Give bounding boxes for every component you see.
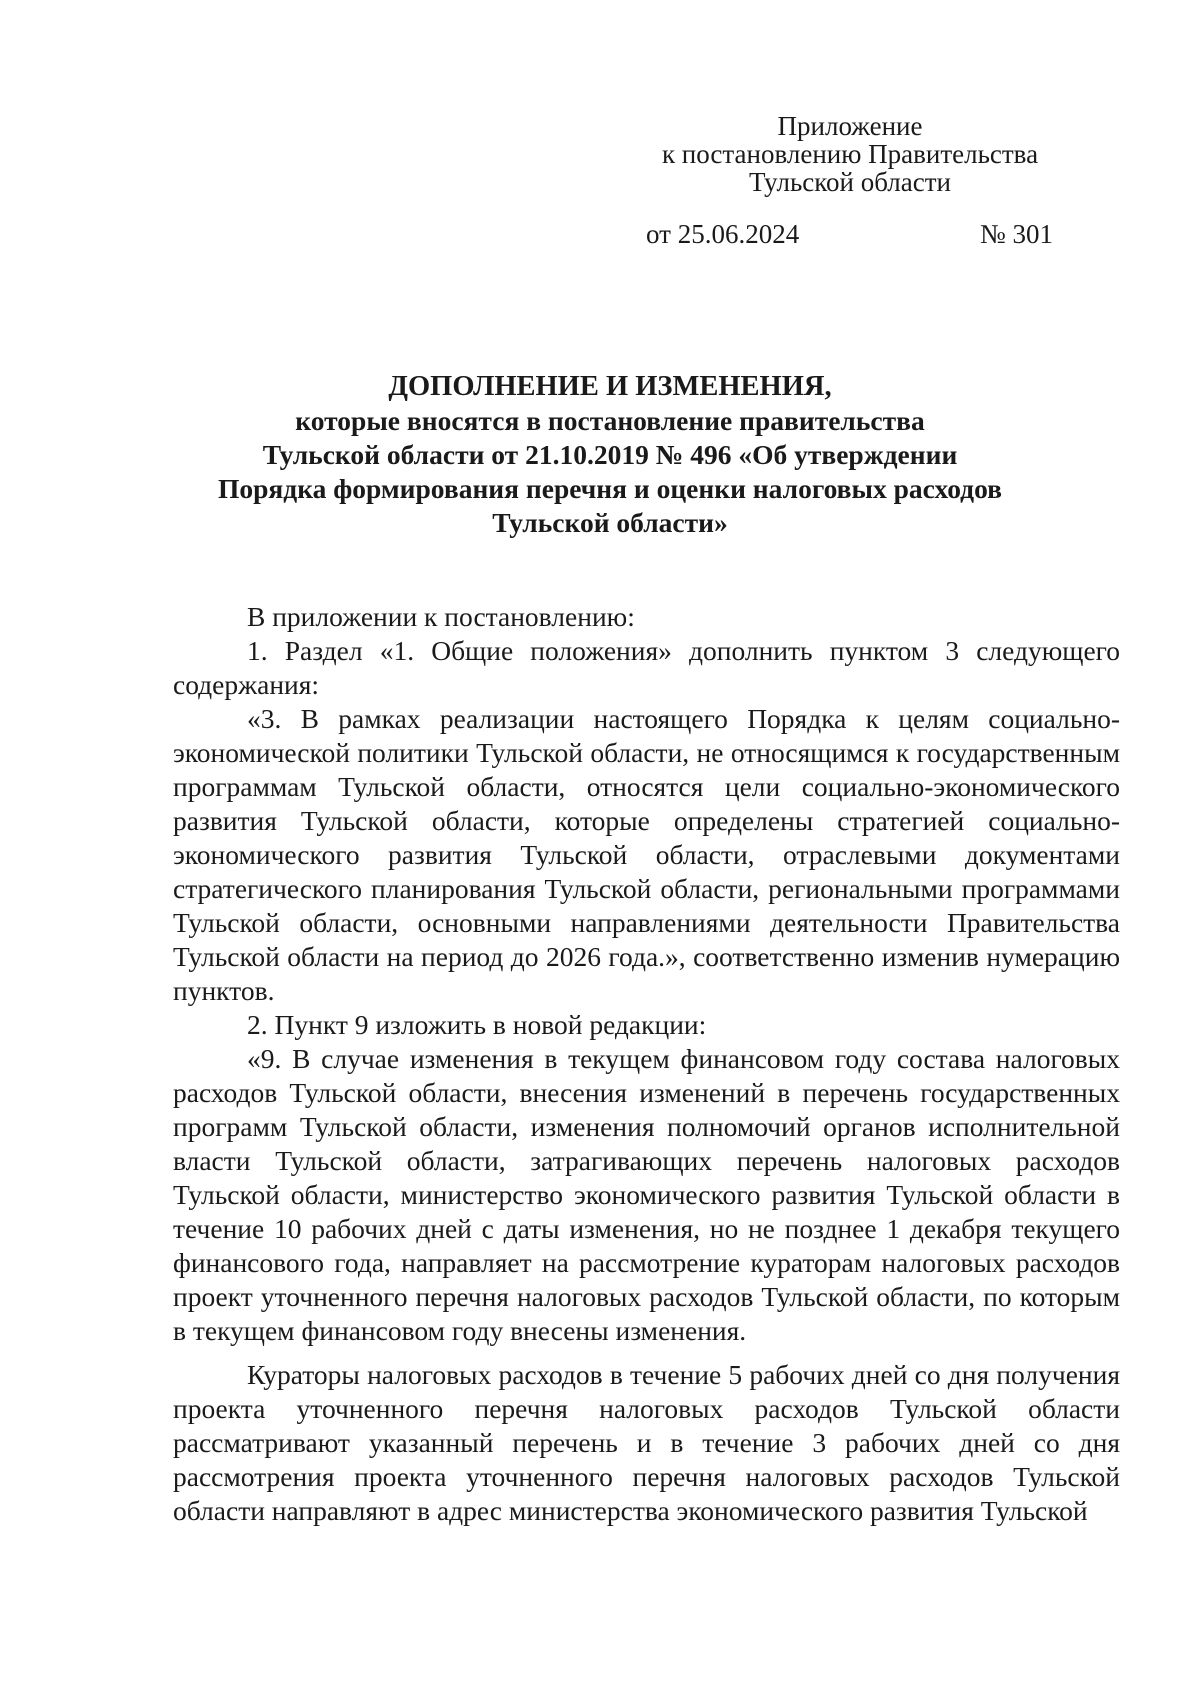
appendix-header <box>640 112 1060 196</box>
paragraph-item-1-text: «3. В рамках реализации настоящего Порядка к целям социально-экономической политики Тульской области, не относящимся к государственным программам Тульской области, относятся цели социально-экономического развития Тульской области, которые определены стратегией социально-экономического развития Тульской области, отраслевыми документами стратегического планирования Тульской области, региональными программами Тульской области, основными направлениями деятельности Правительства Тульской области на период до 2026 года.», соответственно изменив нумерацию пунктов. <box>173 703 1120 1006</box>
document-title <box>170 370 1050 540</box>
appendix-region: Тульской области <box>749 167 951 197</box>
paragraph-item-2-text: «9. В случае изменения в текущем финансовом году состава налоговых расходов Тульской области, внесения изменений в перечень государственных программ Тульской области, изменения полномочий органов исполнительной власти Тульской области, затрагивающих перечень налоговых расходов Тульской области, министерство экономического развития Тульской области в течение 10 рабочих дней с даты изменения, но не позднее 1 декабря текущего финансового года, направляет на рассмотрение кураторам налоговых расходов проект уточненного перечня налоговых расходов Тульской области, по которым в текущем финансовом году внесены изменения. <box>173 1043 1120 1346</box>
title-line-4: Порядка формирования перечня и оценки налоговых расходов <box>217 473 1003 504</box>
resolution-number: № 301 <box>979 219 1053 249</box>
document-body <box>173 600 1120 1528</box>
paragraph-item-1: 1. Раздел «1. Общие положения» дополнить пунктом 3 следующего содержания: <box>173 635 1120 700</box>
paragraph-curators: Кураторы налоговых расходов в течение 5 рабочих дней со дня получения проекта уточненного перечня налоговых расходов Тульской области рассматривают указанный перечень и в течение 3 рабочих дней со дня рассмотрения проекта уточненного перечня налоговых расходов Тульской области направляют в адрес министерства экономического развития Тульской <box>173 1359 1120 1526</box>
title-line-2: которые вносятся в постановление правительства <box>295 405 925 436</box>
appendix-subtitle: к постановлению Правительства <box>661 139 1039 169</box>
title-line-5: Тульской области» <box>492 507 728 538</box>
paragraph-item-2: 2. Пункт 9 изложить в новой редакции: <box>247 1009 707 1040</box>
title-line-1: ДОПОЛНЕНИЕ И ИЗМЕНЕНИЯ, <box>388 371 832 402</box>
resolution-date: от 25.06.2024 <box>646 219 800 249</box>
title-line-3: Тульской области от 21.10.2019 № 496 «Об утверждении <box>262 439 958 470</box>
appendix-title: Приложение <box>777 111 923 141</box>
paragraph-intro: В приложении к постановлению: <box>247 601 635 632</box>
